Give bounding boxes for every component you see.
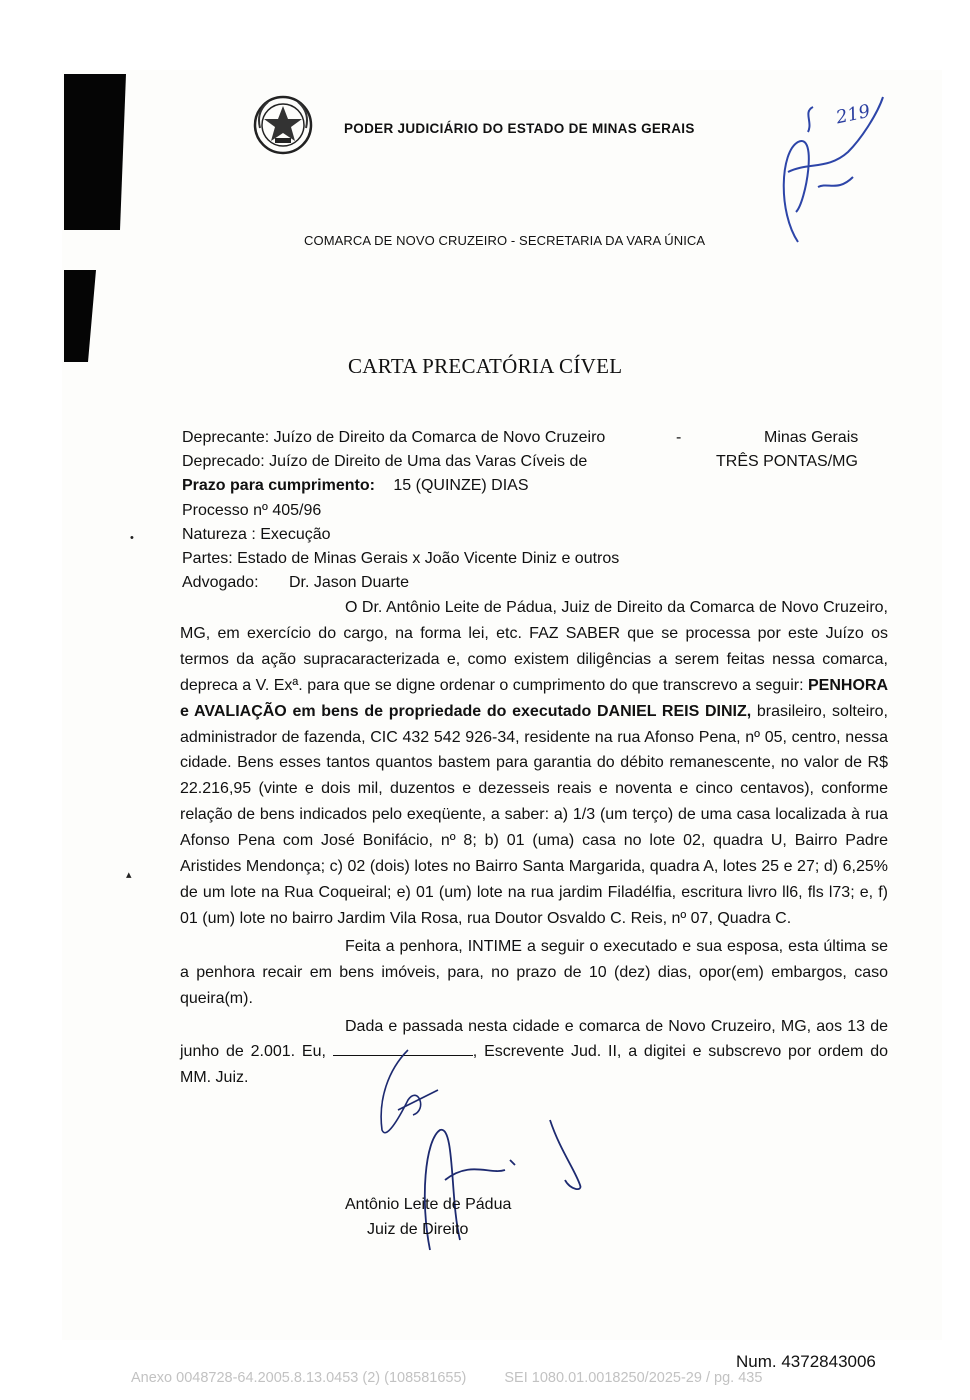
deprecado-text: Deprecado: Juízo de Direito de Uma das Varas Cíveis de — [182, 453, 588, 471]
body-p3-end: , Escrevente Jud. II, a digitei e subscrevo por ordem do MM. Juiz. — [180, 1043, 889, 1087]
body-p1-intro: O Dr. Antônio Leite de Pádua, Juiz de Direito da Comarca de Novo Cruzeiro, MG, em exercício do cargo, na forma lei, etc. FAZ SABER que se processa por este Juízo os termos da ação supracaracterizada e, como existem diligências a serem feitas nessa comarca, depreca a V. Exª. para que se digne ordenar o cumprimento do que transcrevo a seguir: — [180, 599, 888, 694]
court-name: PODER JUDICIÁRIO DO ESTADO DE MINAS GERAIS — [344, 121, 695, 136]
body-paragraph-1 — [180, 595, 888, 932]
deprecante-dash: - — [676, 429, 682, 446]
case-fields — [182, 426, 882, 595]
advogado-value: Dr. Jason Duarte — [288, 574, 410, 592]
deprecante-text: Deprecante: Juízo de Direito da Comarca de Novo Cruzeiro — [182, 429, 606, 446]
court-division: COMARCA DE NOVO CRUZEIRO - SECRETARIA DA VARA ÚNICA — [304, 233, 706, 248]
scan-edge-black-bars — [60, 70, 130, 370]
clerk-signature-line — [333, 1041, 473, 1056]
coat-of-arms-icon — [250, 92, 316, 158]
document-title: CARTA PRECATÓRIA CÍVEL — [348, 354, 623, 378]
annex-reference: Anexo 0048728-64.2005.8.13.0453 (2) (108581655) — [131, 1370, 467, 1386]
margin-mark: ▴ — [126, 869, 132, 881]
margin-mark: • — [130, 532, 134, 544]
body-p3-start: Dada e passada nesta cidade e comarca de Novo Cruzeiro, MG, aos 13 de junho de 2.001. Eu, — [180, 1017, 888, 1061]
letter-body — [180, 595, 888, 1091]
handwritten-page-number: 219 — [834, 100, 873, 129]
signature-block — [345, 1192, 511, 1242]
natureza-row: Natureza : Execução — [182, 525, 331, 543]
signer-role: Juiz de Direito — [367, 1221, 469, 1238]
advogado-row — [182, 571, 882, 595]
deprecado-city: TRÊS PONTAS/MG — [716, 453, 858, 471]
body-paragraph-3 — [180, 1014, 888, 1092]
deprecante-state: Minas Gerais — [764, 429, 859, 446]
prazo-label: Prazo para cumprimento: — [182, 477, 375, 495]
body-paragraph-2: Feita a penhora, INTIME a seguir o executado e sua esposa, esta última se a penhora recair em bens imóveis, para, no prazo de 10 (dez) dias, opor(em) embargos, caso queira(m). — [180, 937, 888, 1007]
prazo-row — [182, 474, 882, 498]
footer-reference — [131, 1370, 762, 1386]
body-p1-rest: brasileiro, solteiro, administrador de fazenda, CIC 432 542 926-34, residente na rua Afonso Pena, nº 05, centro, nessa cidade. Bens esses tantos quantos bastem para garantia do débito remanescente, no valor de R$ 22.216,95 (vinte e dois mil, duzentos e dezesseis reais e noventa e cinco centavos), conforme relação de bens indicados pelo exeqüente, a saber: a) 1/3 (um terço) de uma casa localizada à rua Afonso Pena com José Bonifácio, nº 8; b) 01 (uma) casa no lote 02, quadra U, Bairro Padre Aristides Mendonça; c) 02 (dois) lotes no Bairro Santa Margarida, quadra A, lotes 25 e 27; d) 6,25% de um lote na Rua Coqueiral; e) 01 (um) lote na rua jardim Filadélfia, escritura livro ll6, fls l73; e, f) 01 (um) lote no bairro Jardim Vila Rosa, rua Doutor Osvaldo C. Reis, nº 07, Quadra C. — [180, 702, 888, 927]
document-number: Num. 4372843006 — [736, 1352, 876, 1371]
sei-reference: SEI 1080.01.0018250/2025-29 / pg. 435 — [504, 1370, 763, 1386]
body-p1-bold: PENHORA e AVALIAÇÃO em bens de propriedade do executado DANIEL REIS DINIZ, — [180, 676, 888, 720]
deprecante-row — [182, 426, 882, 450]
processo-row: Processo nº 405/96 — [182, 501, 322, 519]
advogado-label: Advogado: — [182, 574, 259, 592]
deprecado-row — [182, 450, 882, 474]
prazo-value: 15 (QUINZE) DIAS — [393, 477, 529, 495]
partes-row: Partes: Estado de Minas Gerais x João Vicente Diniz e outros — [182, 549, 620, 567]
signer-name: Antônio Leite de Pádua — [345, 1196, 512, 1213]
